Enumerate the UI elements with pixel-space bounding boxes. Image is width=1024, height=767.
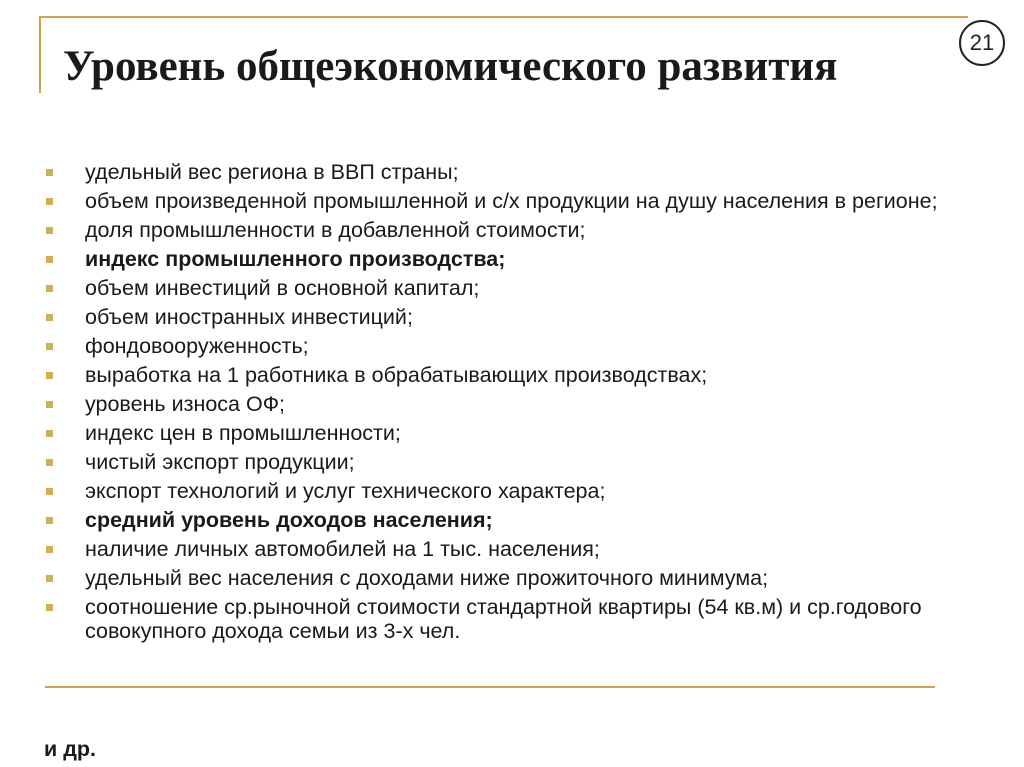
square-bullet-icon [46,488,53,495]
indicator-list [44,160,1004,648]
square-bullet-icon [46,430,53,437]
square-bullet-icon [46,372,53,379]
list-item [44,160,1004,184]
list-item-text: экспорт технологий и услуг технического характера; [85,479,606,503]
list-item-text: чистый экспорт продукции; [85,450,355,474]
square-bullet-icon [46,343,53,350]
square-bullet-icon [46,604,53,611]
list-item-text: фондовооруженность; [85,334,309,358]
list-item-text: индекс цен в промышленности; [85,421,401,445]
list-item-text: удельный вес региона в ВВП страны; [85,160,459,184]
list-item-text: соотношение ср.рыночной стоимости стандартной квартиры (54 кв.м) и ср.годового совокупного дохода семьи из 3-х чел. [85,595,922,643]
tail-text: и др. [44,737,96,761]
accent-top-line [39,16,968,18]
square-bullet-icon [46,314,53,321]
list-item [44,334,1004,358]
list-item-text: наличие личных автомобилей на 1 тыс. населения; [85,537,600,561]
square-bullet-icon [46,285,53,292]
list-item-text: средний уровень доходов населения; [85,508,493,532]
accent-bottom-line [45,686,935,688]
list-item-text: выработка на 1 работника в обрабатывающих производствах; [85,363,708,387]
list-item-text: объем произведенной промышленной и с/х продукции на душу населения в регионе; [85,189,938,213]
square-bullet-icon [46,198,53,205]
square-bullet-icon [46,517,53,524]
list-item [44,363,1004,387]
page-number: 21 [969,30,995,55]
square-bullet-icon [46,256,53,263]
list-item-text: объем инвестиций в основной капитал; [85,276,480,300]
list-item [44,450,1004,474]
list-item [44,305,1004,329]
list-item [44,392,1004,416]
square-bullet-icon [46,459,53,466]
list-item-text: уровень износа ОФ; [85,392,286,416]
list-item [44,276,1004,300]
slide-title: Уровень общеэкономического развития [63,43,838,90]
list-item [44,247,1004,271]
list-item [44,189,1004,213]
list-item-text: удельный вес населения с доходами ниже прожиточного минимума; [85,566,769,590]
square-bullet-icon [46,401,53,408]
square-bullet-icon [46,227,53,234]
list-item [44,421,1004,445]
list-item [44,595,1004,643]
list-item [44,479,1004,503]
square-bullet-icon [46,169,53,176]
square-bullet-icon [46,575,53,582]
list-item [44,218,1004,242]
list-item [44,537,1004,561]
page-number-badge [959,20,1005,66]
accent-vertical-line [39,16,41,93]
list-item [44,566,1004,590]
list-item-text: доля промышленности в добавленной стоимости; [85,218,586,242]
square-bullet-icon [46,546,53,553]
list-item [44,508,1004,532]
list-item-text: индекс промышленного производства; [85,247,506,271]
list-item-text: объем иностранных инвестиций; [85,305,413,329]
